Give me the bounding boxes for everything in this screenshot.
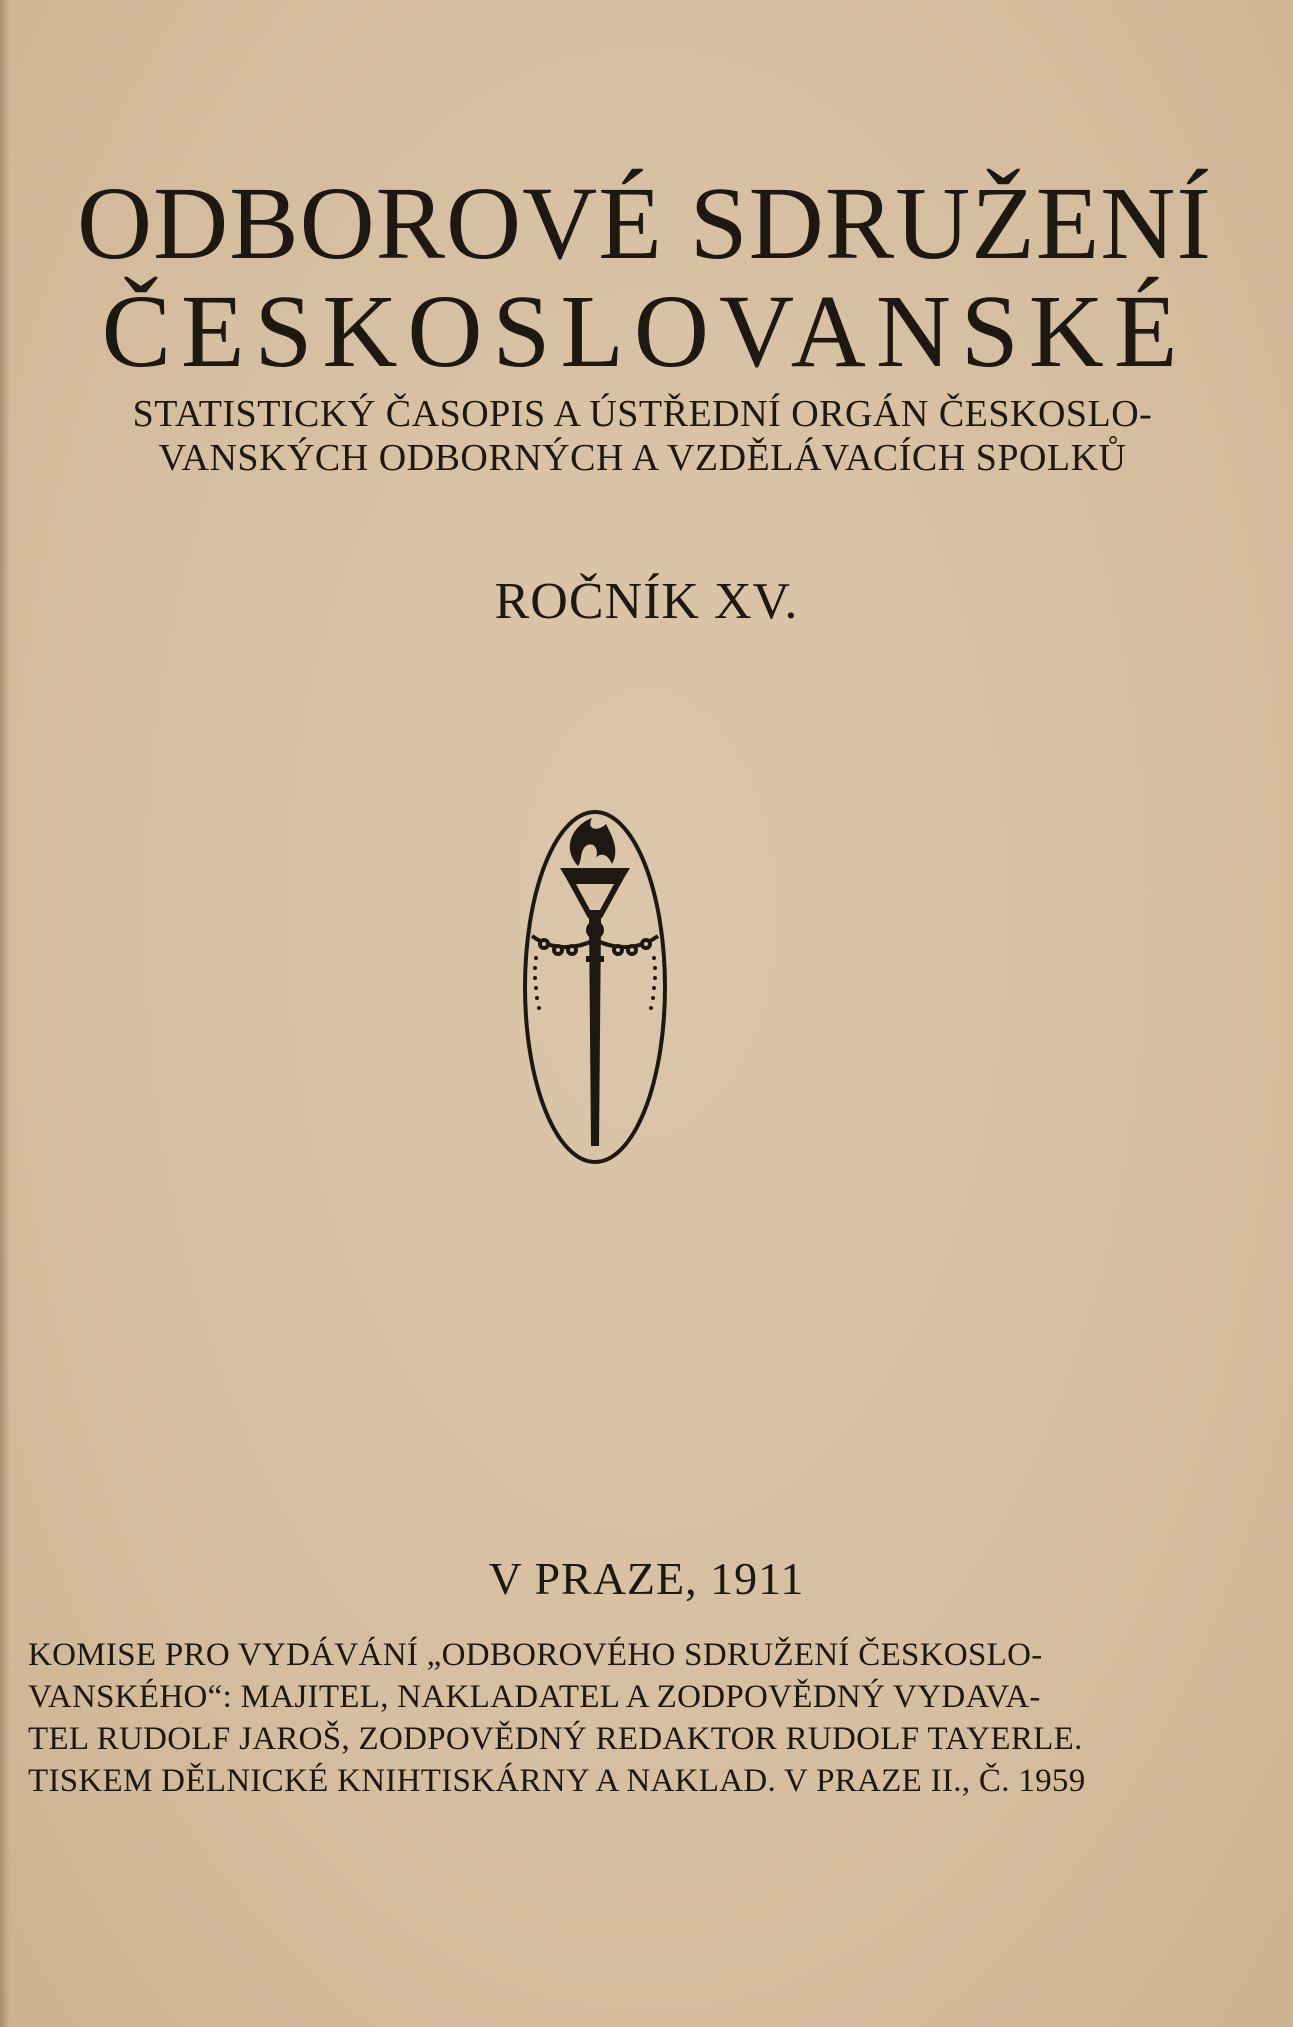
journal-title-line-1: ODBOROVÉ SDRUŽENÍ bbox=[77, 166, 1212, 281]
imprint-line-3: TEL RUDOLF JAROŠ, ZODPOVĚDNÝ REDAKTOR RUDOLF TAYERLE. bbox=[28, 1721, 1083, 1757]
publisher-imprint bbox=[28, 1634, 1168, 1802]
subtitle-line-1: STATISTICKÝ ČASOPIS A ÚSTŘEDNÍ ORGÁN ČESKOSLO- bbox=[132, 393, 1153, 435]
subtitle-line-2: VANSKÝCH ODBORNÝCH A VZDĚLÁVACÍCH SPOLKŮ bbox=[158, 437, 1127, 479]
journal-subtitle bbox=[0, 392, 1289, 480]
torch-emblem-icon bbox=[520, 806, 670, 1168]
imprint-line-1: KOMISE PRO VYDÁVÁNÍ „ODBOROVÉHO SDRUŽENÍ ČESKOSLO- bbox=[28, 1637, 1043, 1673]
journal-title-line-2: ČESKOSLOVANSKÉ bbox=[101, 274, 1188, 389]
imprint-line-4: TISKEM DĚLNICKÉ KNIHTISKÁRNY A NAKLAD. V PRAZE II., Č. 1959 bbox=[28, 1763, 1086, 1799]
volume-number: ROČNÍK XV. bbox=[494, 573, 799, 630]
place-and-year: V PRAZE, 1911 bbox=[488, 1553, 805, 1604]
imprint-line-2: VANSKÉHO“: MAJITEL, NAKLADATEL A ZODPOVĚDNÝ VYDAVA- bbox=[28, 1679, 1041, 1715]
